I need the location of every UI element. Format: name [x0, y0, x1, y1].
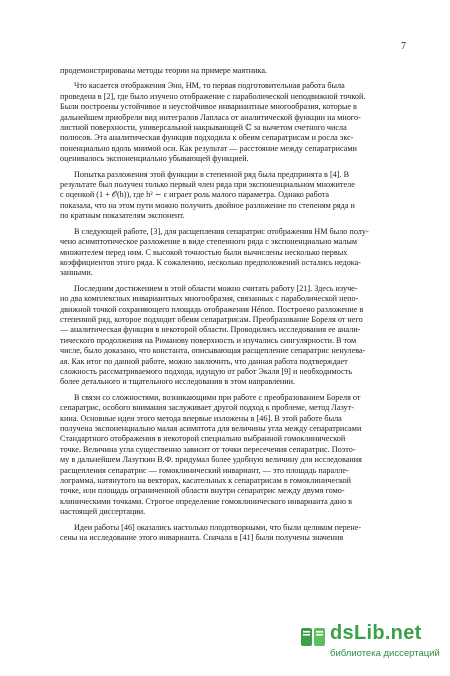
book-icon — [300, 624, 326, 650]
text-line: движной точкой сохраняющего площадь отображения Hénon. Построено разложение в — [60, 304, 364, 314]
text-line: степенной ряд, которое подходит обеим сепаратрисам. Преобразование Бореля от него — [60, 314, 363, 324]
watermark — [300, 622, 440, 664]
text-line: с оценкой (1 + 𝒪(h)), где h² ∼ ε играет роль малого параметра. Однако работа — [60, 190, 330, 200]
text-line: сепаратрис, особого внимания заслуживает другой подход к проблеме, метод Лазут- — [60, 403, 354, 413]
paragraph — [60, 284, 407, 388]
text-line: В связи со сложностями, возникающими при работе с преобразованием Бореля от — [74, 392, 361, 402]
text-line: Были построены устойчивое и неустойчивое инвариантные многообразия, которые в — [60, 102, 357, 112]
text-line: ая. Как итог по данной работе, можно заключить, что данная работа подтверждает — [60, 356, 348, 366]
text-line: числе, было доказано, что константа, описывающая расщепление сепаратрис ненулева- — [60, 346, 366, 356]
text-line: Попытка разложения этой функции в степенной ряд была предпринята в [4]. В — [74, 169, 350, 179]
text-line: Стандартного отображения в некоторой специально выбранной гомоклинической — [60, 434, 346, 444]
text-line: но два комплексных инвариантных многообразия, связанных с параболической непо- — [60, 294, 359, 304]
paragraph — [60, 66, 407, 76]
text-line: поненциально вдоль мнимой оси. Как результат — расстояние между сепаратрисами — [60, 143, 357, 153]
text-line: точке, или площадь ограниченной области внутри сепаратрис между двумя гомо- — [60, 486, 345, 496]
text-line: коэффициентов этого ряда. К сожалению, несколько предположений остались недока- — [60, 257, 362, 267]
text-line: Что касается отображения Эно, HM, то первая подготовительная работа была — [74, 81, 345, 91]
text-line: оценивалось экспоненциально убывающей функцией. — [60, 154, 249, 164]
text-line: листной поверхности, универсальной накрывающей ℂ за вычетом счетного числа — [60, 123, 347, 133]
text-line: — аналитическая функция в некоторой области. Проводились исследования ее анали- — [60, 325, 361, 335]
text-line: тического продолжения на Риманову поверхность и изучались сингулярности. В том — [60, 335, 357, 345]
text-line: настоящей диссертации. — [60, 507, 146, 517]
text-line: по кратным показателям экспонент. — [60, 211, 185, 221]
body-text — [60, 66, 407, 548]
text-line: показала, что на этом пути можно получить двойное разложение по степеням ряда и — [60, 200, 355, 210]
paragraph — [60, 227, 407, 279]
text-line: проведена в [2], где было изучено отображение с параболической неподвижной точкой. — [60, 91, 366, 101]
text-line: му в дальнейшем Лазуткин В.Ф. придумал более удобную величину для исследования — [60, 455, 362, 465]
page-number: 7 — [401, 41, 406, 52]
text-line: Последним достижением в этой области можно считать работу [21]. Здесь изуче- — [74, 283, 358, 293]
text-line: сены на исследование этого инварианта. Сначала в [41] были получены значения — [60, 533, 344, 543]
text-line: результате был получен только первый член ряда при экспоненциальном множителе — [60, 180, 355, 190]
text-line: Идеи работы [46] оказались настолько плодотворными, что были целиком перене- — [74, 522, 362, 532]
text-line: более детального и тщательного исследования в этом направлении. — [60, 377, 296, 387]
paragraph — [60, 393, 407, 518]
text-line: чено асимптотическое разложение в виде степенного ряда с экспоненциально малым — [60, 237, 358, 247]
text-line: дальнейшем приобрели вид интегралов Лапласа от аналитической функции на много- — [60, 112, 361, 122]
text-line: сложность рассматриваемого подхода, идущую от работ Экаля [9] и необходимость — [60, 366, 352, 376]
text-line: получена экспоненциально малая асимптота для величины угла между сепаратрисами — [60, 424, 362, 433]
text-line: клиническими точками. Строгое определение гомоклинического инварианта дано в — [60, 496, 352, 506]
paragraph — [60, 523, 407, 544]
text-line: продемонстрированы методы теории на примере маятника. — [60, 66, 268, 75]
text-line: лограмма, натянутого на векторах, касательных к сепаратрисам в гомоклинической — [60, 476, 352, 486]
text-line: множителем перед ним. С высокой точностью были вычислены несколько первых — [60, 247, 348, 257]
watermark-domain: dsLib.net — [330, 622, 422, 644]
paragraph — [60, 170, 407, 222]
text-line: занными. — [60, 268, 93, 278]
text-line: точке. Величина угла существенно зависит от точки пересечения сепаратрис. Поэто- — [60, 444, 356, 454]
text-line: полюсов. Эта аналитическая функция подходила к обеим сепаратрисам и росла экс- — [60, 133, 354, 143]
text-line: кина. Основные идеи этого метода впервые изложены в [46]. В этой работе была — [60, 413, 342, 423]
watermark-tagline: библиотека диссертаций — [330, 648, 440, 659]
text-line: В следующей работе, [3], для расщепления сепаратрис отображения HM было полу- — [74, 226, 369, 236]
text-line: расщепления сепаратрис — гомоклинический инвариант, — это площадь паралле- — [60, 465, 349, 475]
paragraph — [60, 81, 407, 164]
